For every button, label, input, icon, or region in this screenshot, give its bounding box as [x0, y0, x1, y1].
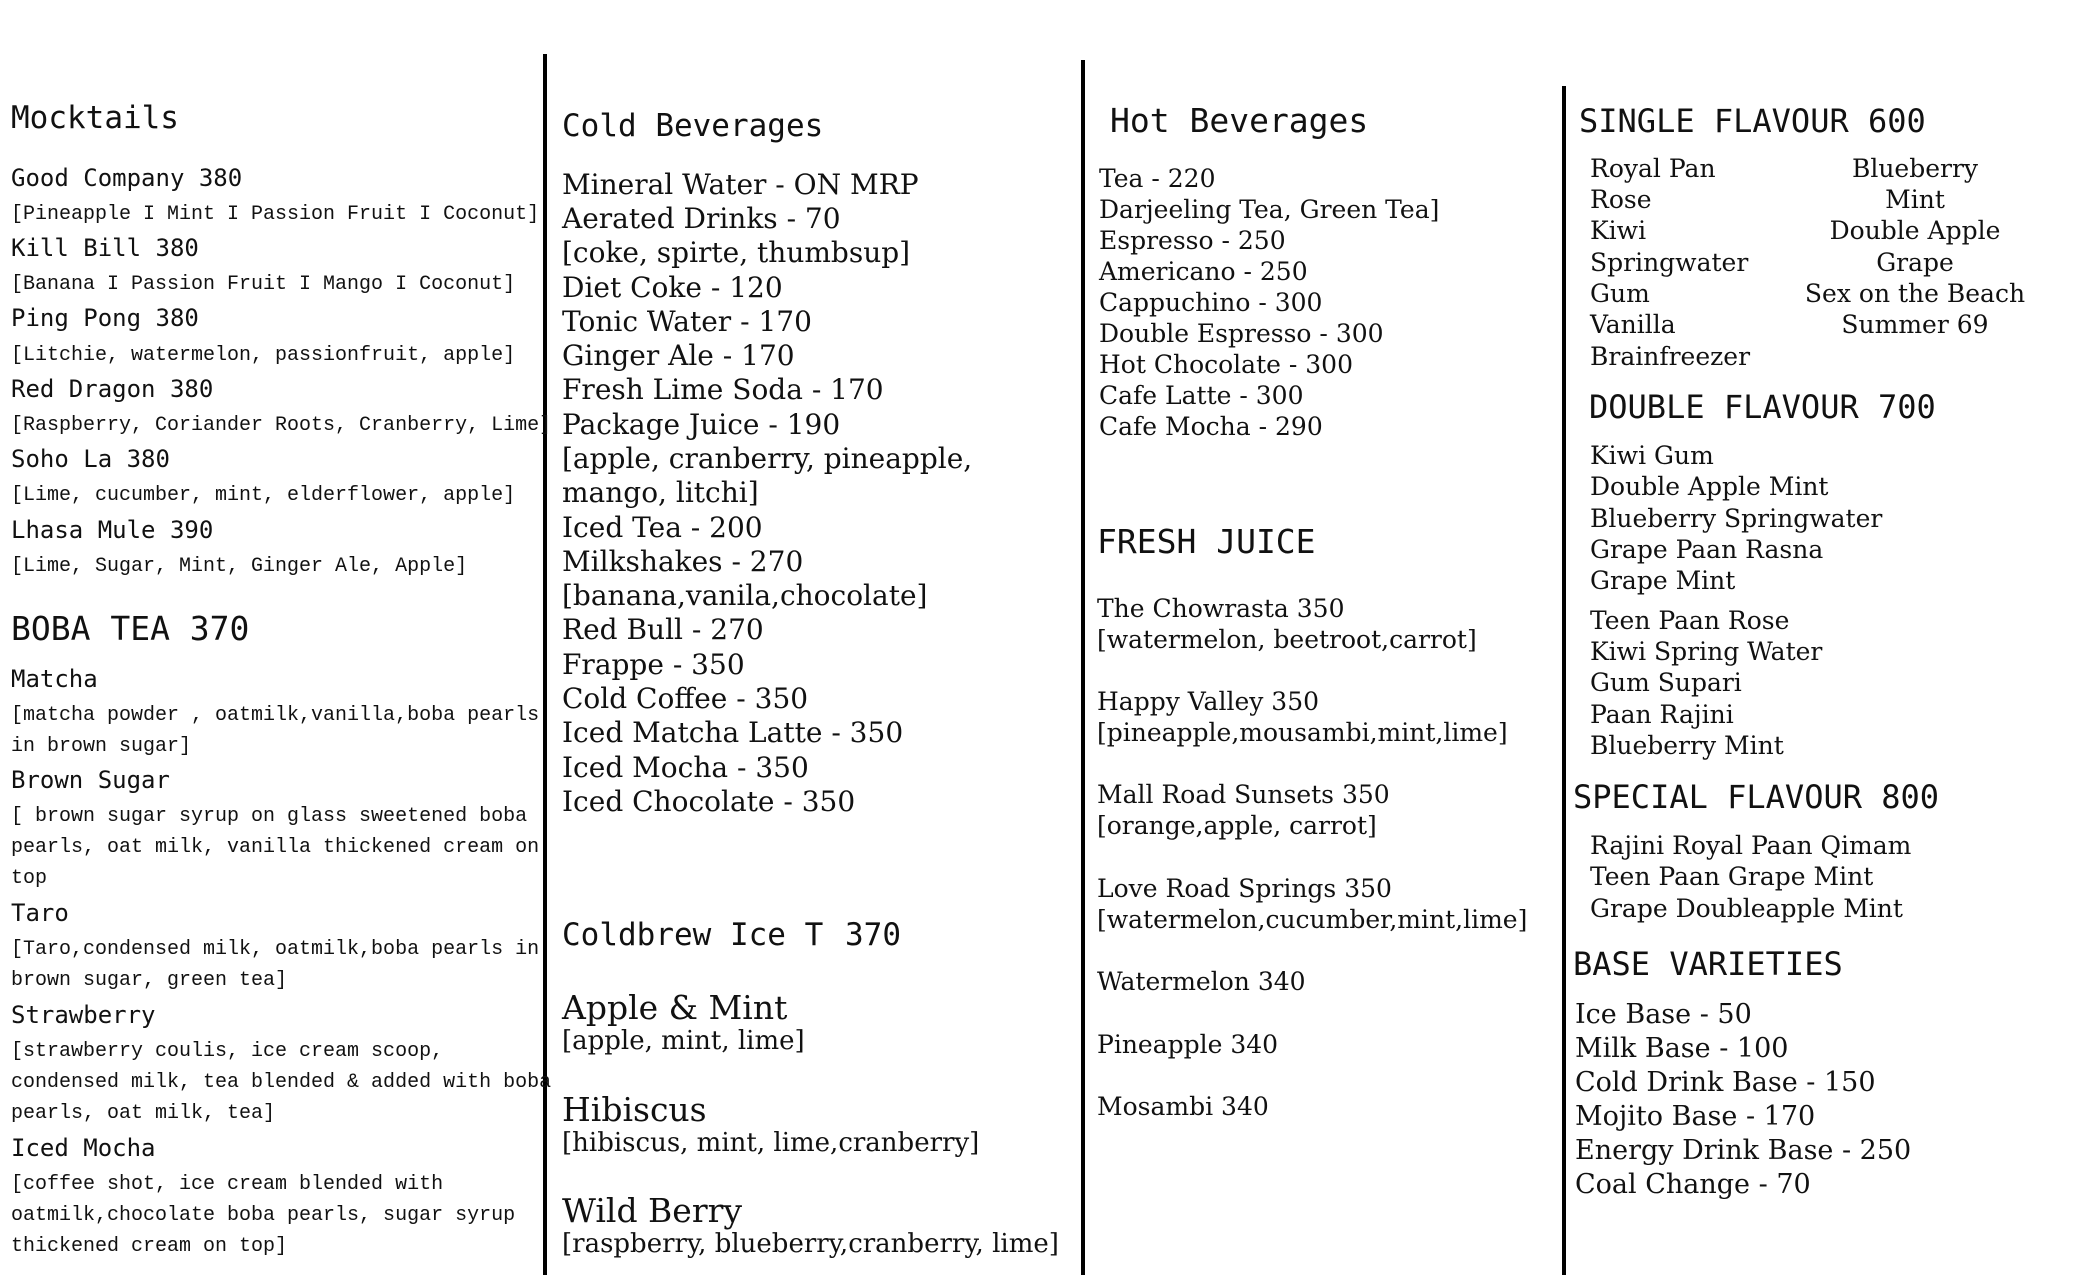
- special-flavour-title: SPECIAL FLAVOUR 800: [1573, 778, 1940, 816]
- single-flavour-item: Rose: [1590, 185, 1652, 214]
- cold-beverages-title: Cold Beverages: [562, 108, 824, 144]
- cold-beverage-line: Red Bull - 270: [562, 613, 764, 646]
- double-flavour-item: Teen Paan Rose: [1590, 606, 1790, 635]
- cold-beverage-line: Milkshakes - 270: [562, 545, 804, 578]
- single-flavour-item: Springwater: [1590, 248, 1749, 277]
- coldbrew-name: Apple & Mint: [562, 988, 788, 1027]
- single-flavour-item: Blueberry: [1851, 154, 1979, 183]
- hot-beverage-line: Cappuchino - 300: [1099, 288, 1323, 317]
- hot-beverage-line: Double Espresso - 300: [1099, 319, 1384, 348]
- single-flavour-title: SINGLE FLAVOUR 600: [1579, 102, 1926, 140]
- double-flavour-item: Double Apple Mint: [1590, 472, 1829, 501]
- hot-beverage-line: Tea - 220: [1099, 164, 1216, 193]
- juice-name: The Chowrasta 350: [1097, 594, 1345, 623]
- coldbrew-name: Hibiscus: [562, 1090, 707, 1129]
- juice-name: Pineapple 340: [1097, 1030, 1279, 1059]
- single-flavour-item: Double Apple: [1829, 216, 2001, 245]
- mocktails-title: Mocktails: [11, 100, 179, 136]
- cold-beverage-line: Iced Matcha Latte - 350: [562, 716, 904, 749]
- juice-name: Love Road Springs 350: [1097, 874, 1392, 903]
- hot-beverage-line: Hot Chocolate - 300: [1099, 350, 1353, 379]
- boba-name: Taro: [11, 899, 69, 927]
- cold-beverage-line: [apple, cranberry, pineapple,: [562, 442, 973, 475]
- double-flavour-item: Kiwi Gum: [1590, 441, 1714, 470]
- boba-desc: thickened cream on top]: [11, 1235, 288, 1258]
- boba-name: Brown Sugar: [11, 766, 170, 794]
- cold-beverage-line: Tonic Water - 170: [562, 305, 812, 338]
- boba-desc: top: [11, 867, 48, 890]
- column-mocktails-boba: [0, 0, 552, 1275]
- mocktail-name: Kill Bill 380: [11, 234, 199, 262]
- cold-beverage-line: Cold Coffee - 350: [562, 682, 809, 715]
- double-flavour-item: Grape Paan Rasna: [1590, 535, 1824, 564]
- base-variety-item: Energy Drink Base - 250: [1575, 1135, 1912, 1166]
- base-variety-item: Mojito Base - 170: [1575, 1101, 1816, 1132]
- column-cold-beverages: [548, 0, 1078, 1275]
- boba-desc: [coffee shot, ice cream blended with: [11, 1173, 444, 1196]
- boba-desc: [Taro,condensed milk, oatmilk,boba pearls in: [11, 938, 540, 961]
- special-flavour-item: Rajini Royal Paan Qimam: [1590, 831, 1912, 860]
- column-divider-3: [1562, 86, 1566, 1275]
- boba-desc: [ brown sugar syrup on glass sweetened boba: [11, 805, 528, 828]
- column-hot-juice: [1086, 0, 1558, 1275]
- juice-desc: [pineapple,mousambi,mint,lime]: [1097, 718, 1508, 747]
- single-flavour-item: Royal Pan: [1590, 154, 1716, 183]
- double-flavour-item: Blueberry Springwater: [1590, 504, 1883, 533]
- hot-beverages-title: Hot Beverages: [1110, 101, 1369, 140]
- base-variety-item: Ice Base - 50: [1575, 999, 1752, 1030]
- mocktail-desc: [Litchie, watermelon, passionfruit, apple]: [11, 344, 516, 367]
- cold-beverage-line: Aerated Drinks - 70: [562, 202, 841, 235]
- cold-beverage-line: [coke, spirte, thumbsup]: [562, 236, 911, 269]
- cold-beverage-line: Package Juice - 190: [562, 408, 841, 441]
- coldbrew-price: 370: [845, 917, 901, 953]
- boba-name: Matcha: [11, 665, 98, 693]
- mocktail-name: Soho La 380: [11, 445, 170, 473]
- juice-name: Happy Valley 350: [1097, 687, 1320, 716]
- column-hookah-flavours: [1567, 0, 2100, 1275]
- juice-name: Watermelon 340: [1097, 967, 1306, 996]
- hot-beverage-line: Espresso - 250: [1099, 226, 1286, 255]
- single-flavour-item: Kiwi: [1590, 216, 1647, 245]
- mocktail-name: Lhasa Mule 390: [11, 516, 214, 544]
- base-variety-item: Cold Drink Base - 150: [1575, 1067, 1876, 1098]
- base-varieties-title: BASE VARIETIES: [1573, 945, 1843, 983]
- mocktail-name: Red Dragon 380: [11, 375, 214, 403]
- boba-desc: pearls, oat milk, vanilla thickened cream on: [11, 836, 540, 859]
- coldbrew-desc: [apple, mint, lime]: [562, 1026, 805, 1056]
- single-flavour-item: Gum: [1590, 279, 1650, 308]
- boba-desc: in brown sugar]: [11, 735, 192, 758]
- single-flavour-item: Mint: [1885, 185, 1945, 214]
- cold-beverage-line: Mineral Water - ON MRP: [562, 168, 919, 201]
- juice-desc: [watermelon,cucumber,mint,lime]: [1097, 905, 1528, 934]
- base-variety-item: Coal Change - 70: [1575, 1169, 1811, 1200]
- special-flavour-item: Grape Doubleapple Mint: [1590, 894, 1903, 923]
- double-flavour-item: Gum Supari: [1590, 668, 1742, 697]
- juice-name: Mosambi 340: [1097, 1092, 1269, 1121]
- hot-beverage-line: Cafe Mocha - 290: [1099, 412, 1323, 441]
- cold-beverage-line: Iced Mocha - 350: [562, 751, 809, 784]
- hot-beverage-line: Darjeeling Tea, Green Tea]: [1099, 195, 1440, 224]
- double-flavour-item: Kiwi Spring Water: [1590, 637, 1823, 666]
- mocktail-desc: [Lime, cucumber, mint, elderflower, apple]: [11, 484, 516, 507]
- column-divider-2: [1081, 60, 1085, 1275]
- base-variety-item: Milk Base - 100: [1575, 1033, 1789, 1064]
- hot-beverage-line: Cafe Latte - 300: [1099, 381, 1304, 410]
- fresh-juice-title: FRESH JUICE: [1097, 522, 1316, 561]
- single-flavour-item: Summer 69: [1841, 310, 1989, 339]
- cold-beverage-line: [banana,vanila,chocolate]: [562, 579, 928, 612]
- coldbrew-name: Wild Berry: [562, 1191, 743, 1230]
- cold-beverage-line: Ginger Ale - 170: [562, 339, 795, 372]
- boba-desc: brown sugar, green tea]: [11, 969, 288, 992]
- coldbrew-desc: [raspberry, blueberry,cranberry, lime]: [562, 1229, 1059, 1259]
- boba-desc: pearls, oat milk, tea]: [11, 1102, 276, 1125]
- boba-name: Strawberry: [11, 1001, 156, 1029]
- cold-beverage-line: Iced Chocolate - 350: [562, 785, 856, 818]
- single-flavour-item: Vanilla: [1590, 310, 1676, 339]
- hot-beverage-line: Americano - 250: [1099, 257, 1308, 286]
- cold-beverage-line: Fresh Lime Soda - 170: [562, 373, 884, 406]
- cold-beverage-line: mango, litchi]: [562, 476, 759, 509]
- mocktail-name: Ping Pong 380: [11, 304, 199, 332]
- mocktail-desc: [Raspberry, Coriander Roots, Cranberry, Lime]: [11, 414, 552, 437]
- boba-desc: [matcha powder , oatmilk,vanilla,boba pearls: [11, 704, 540, 727]
- mocktail-name: Good Company 380: [11, 164, 243, 192]
- mocktail-desc: [Banana I Passion Fruit I Mango I Coconut]: [11, 273, 516, 296]
- boba-desc: oatmilk,chocolate boba pearls, sugar syrup: [11, 1204, 516, 1227]
- cold-beverage-line: Frappe - 350: [562, 648, 745, 681]
- single-flavour-item: Brainfreezer: [1590, 342, 1751, 371]
- double-flavour-item: Grape Mint: [1590, 566, 1736, 595]
- boba-desc: condensed milk, tea blended & added with boba: [11, 1071, 552, 1094]
- special-flavour-item: Teen Paan Grape Mint: [1590, 862, 1874, 891]
- cold-beverage-line: Diet Coke - 120: [562, 271, 783, 304]
- coldbrew-desc: [hibiscus, mint, lime,cranberry]: [562, 1128, 980, 1158]
- mocktail-desc: [Lime, Sugar, Mint, Ginger Ale, Apple]: [11, 555, 468, 578]
- juice-desc: [watermelon, beetroot,carrot]: [1097, 625, 1477, 654]
- boba-title: BOBA TEA 370: [11, 609, 250, 648]
- juice-name: Mall Road Sunsets 350: [1097, 780, 1390, 809]
- boba-desc: [strawberry coulis, ice cream scoop,: [11, 1040, 444, 1063]
- juice-desc: [orange,apple, carrot]: [1097, 811, 1377, 840]
- coldbrew-title: Coldbrew Ice T: [562, 917, 824, 953]
- double-flavour-title: DOUBLE FLAVOUR 700: [1589, 388, 1936, 426]
- double-flavour-item: Blueberry Mint: [1590, 731, 1784, 760]
- single-flavour-item: Sex on the Beach: [1804, 279, 2026, 308]
- double-flavour-item: Paan Rajini: [1590, 700, 1734, 729]
- cold-beverage-line: Iced Tea - 200: [562, 511, 763, 544]
- boba-name: Iced Mocha: [11, 1134, 156, 1162]
- single-flavour-item: Grape: [1876, 248, 1954, 277]
- mocktail-desc: [Pineapple I Mint I Passion Fruit I Coconut]: [11, 203, 540, 226]
